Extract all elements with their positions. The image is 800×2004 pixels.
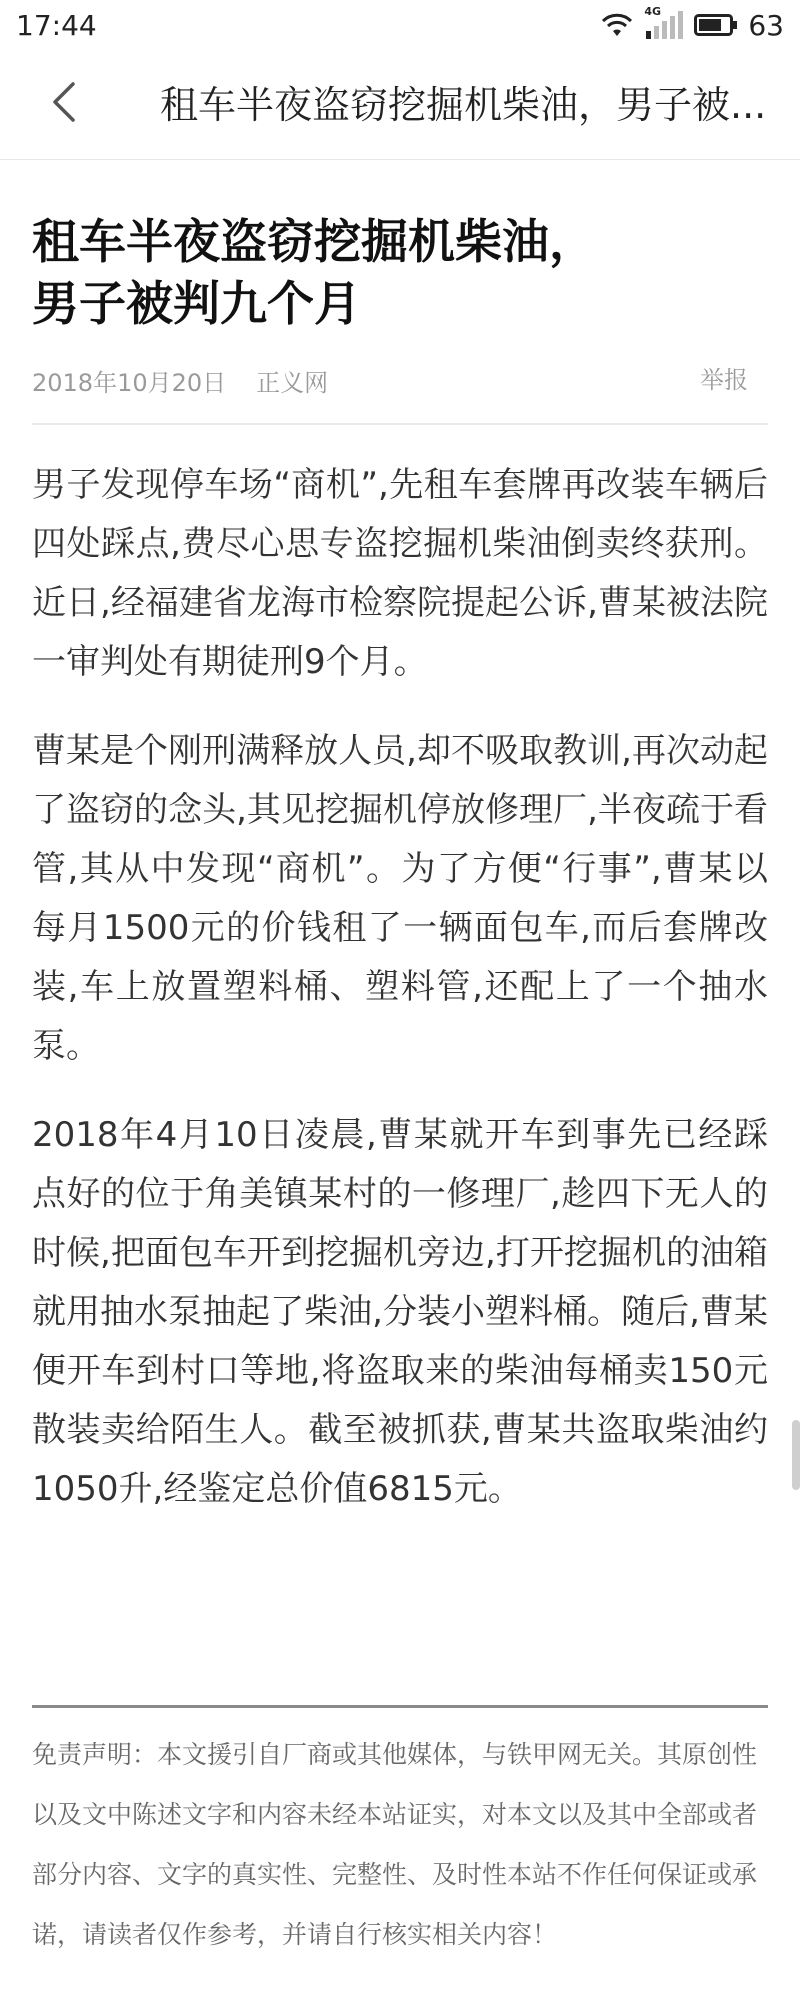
- paragraph-1: 男子发现停车场“商机”,先租车套牌再改装车辆后四处踩点,费尽心思专盗挖掘机柴油倒卖终获刑。近日,经福建省龙海市检察院提起公诉,曹某被法院一审判处有期徒刑9个月。: [32, 465, 768, 682]
- disclaimer-text: 免责声明：本文援引自厂商或其他媒体，与铁甲网无关。其原创性以及文中陈述文字和内容未经本站证实，对本文以及其中全部或者部分内容、文字的真实性、完整性、及时性本站不作任何保证或承诺，请读者仅作参考，并请自行核实相关内容！: [32, 1740, 758, 1949]
- status-bar: [0, 0, 800, 50]
- article-title: [32, 212, 772, 336]
- article-title-line-1: 租车半夜盗窃挖掘机柴油，: [32, 215, 596, 270]
- paragraph-3: 2018年4月10日凌晨,曹某就开车到事先已经踩点好的位于角美镇某村的一修理厂,趁四下无人的时候,把面包车开到挖掘机旁边,打开挖掘机的油箱就用抽水泵抽起了柴油,分装小塑料桶。随后,曹某便开车到村口等地,将盗取来的柴油每桶卖150元散装卖给陌生人。截至被抓获,曹某共盗取柴油约1050升,经鉴定总价值6815元。: [32, 1115, 768, 1509]
- battery-level: 63: [748, 8, 784, 42]
- article-meta: [32, 360, 768, 400]
- back-button[interactable]: [36, 76, 92, 132]
- signal-icon: [644, 5, 684, 39]
- article-source: 正义网: [256, 368, 329, 397]
- network-type: 4G: [644, 5, 662, 18]
- nav-bar: [0, 50, 800, 160]
- chevron-left-icon: [49, 80, 79, 128]
- status-icons: [600, 5, 784, 42]
- publish-date: 2018年10月20日: [32, 368, 227, 397]
- battery-icon: [694, 13, 738, 37]
- scrollbar-thumb[interactable]: [792, 1420, 800, 1490]
- status-time: 17:44: [16, 8, 97, 42]
- nav-title: 租车半夜盗窃挖掘机柴油，男子被...: [160, 83, 767, 127]
- article-body: [32, 456, 768, 1549]
- divider: [32, 423, 768, 425]
- wifi-icon: [600, 12, 634, 38]
- disclaimer-divider: [32, 1705, 768, 1708]
- paragraph-2: 曹某是个刚刑满释放人员,却不吸取教训,再次动起了盗窃的念头,其见挖掘机停放修理厂,半夜疏于看管,其从中发现“商机”。为了方便“行事”,曹某以每月1500元的价钱租了一辆面包车,而后套牌改装,车上放置塑料桶、塑料管,还配上了一个抽水泵。: [32, 731, 768, 1066]
- article-title-line-2: 男子被判九个月: [32, 277, 361, 333]
- report-link[interactable]: 举报: [700, 366, 748, 394]
